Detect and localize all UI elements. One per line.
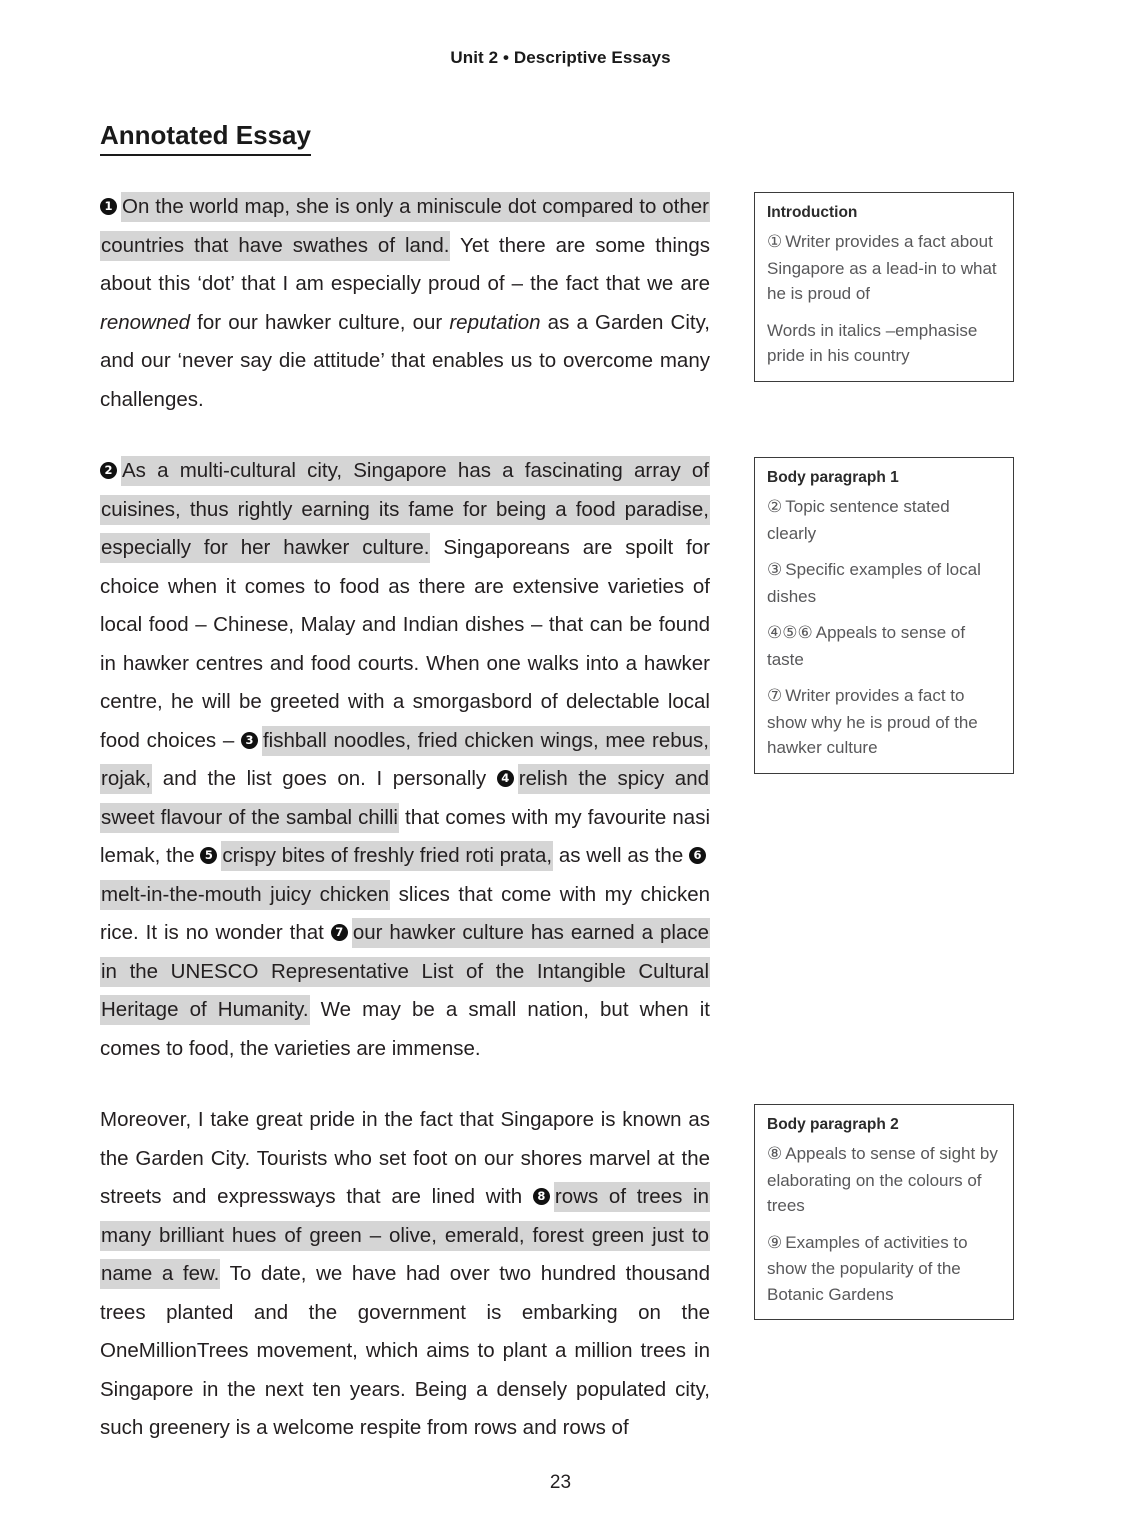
essay-text-2e: slices that come with my chicken rice. It is no wonder that bbox=[100, 882, 711, 944]
inline-marker-2: 2 bbox=[100, 462, 117, 479]
essay-text-2f: We may be a small nation, but when it comes to food, the varieties are immense. bbox=[100, 998, 710, 1060]
inline-marker-5: 5 bbox=[200, 847, 217, 864]
essay-text-2d: as well as the bbox=[553, 844, 690, 867]
circled-number-icon: ⑨ bbox=[767, 1232, 783, 1253]
inline-marker-8: 8 bbox=[533, 1188, 550, 1205]
annotation-note bbox=[767, 1141, 1001, 1219]
annotation-title: Body paragraph 1 bbox=[767, 469, 899, 486]
annotation-note bbox=[767, 557, 1001, 609]
essay-paragraph-3 bbox=[100, 1101, 710, 1448]
annotation-box-body-paragraph-1 bbox=[754, 457, 1014, 774]
annotation-note-text: Writer provides a fact about Singapore as a lead-in to what he is proud of bbox=[767, 232, 997, 304]
annotation-note bbox=[767, 1230, 1001, 1308]
essay-text-2c: that comes with my favourite nasi lemak, the bbox=[100, 805, 710, 867]
italic-reputation: reputation bbox=[449, 310, 541, 334]
essay-text-2a: Singaporeans are spoilt for choice when it comes to food as there are extensive varieties of local food – Chinese, Malay and Indian dishes – that can be found in hawker centres and food courts. When one walks into a hawker centre, he will be greeted with a smorgasbord of delectable local food choices – bbox=[100, 536, 710, 752]
inline-marker-3: 3 bbox=[241, 732, 258, 749]
circled-number-icon: ④⑤⑥ bbox=[767, 623, 813, 644]
inline-marker-7: 7 bbox=[331, 924, 348, 941]
page-title: Annotated Essay bbox=[100, 120, 311, 156]
annotation-note bbox=[767, 494, 1001, 546]
essay-body-column bbox=[100, 188, 710, 1448]
circled-number-icon: ⑧ bbox=[767, 1144, 783, 1165]
essay-paragraph-1 bbox=[100, 188, 710, 419]
highlight-span-5: crispy bites of freshly fried roti prata, bbox=[221, 841, 553, 871]
highlight-span-7: our hawker culture has earned a place in the UNESCO Representative List of the Intangible Cultural Heritage of Humanity. bbox=[100, 918, 710, 1025]
highlight-span-3: fishball noodles, fried chicken wings, mee rebus, rojak, bbox=[100, 726, 710, 795]
essay-text-3b: To date, we have had over two hundred thousand trees planted and the government is embarking on the OneMillionTrees movement, which aims to plant a million trees in Singapore in the next ten years. Being a densely populated city, such greenery is a welcome respite from rows and rows of bbox=[100, 1262, 710, 1439]
highlight-span-6: melt-in-the-mouth juicy chicken bbox=[100, 880, 390, 910]
highlight-span-1: On the world map, she is only a miniscule dot compared to other countries that have swathes of land. bbox=[100, 192, 710, 261]
inline-marker-6: 6 bbox=[689, 847, 706, 864]
annotation-note bbox=[767, 620, 1001, 672]
inline-marker-1: 1 bbox=[100, 198, 117, 215]
page-number: 23 bbox=[549, 1472, 572, 1493]
annotation-note-text: Words in italics –emphasise pride in his country bbox=[767, 320, 978, 366]
running-header: Unit 2 • Descriptive Essays bbox=[450, 48, 671, 67]
annotation-note bbox=[767, 318, 1001, 369]
annotation-note bbox=[767, 229, 1001, 307]
annotation-title: Body paragraph 2 bbox=[767, 1116, 899, 1133]
essay-text-1b: for our hawker culture, our bbox=[190, 310, 450, 334]
essay-text-2b: and the list goes on. I personally bbox=[152, 767, 497, 790]
circled-number-icon: ① bbox=[767, 232, 783, 253]
annotation-box-body-paragraph-2 bbox=[754, 1104, 1014, 1320]
essay-paragraph-2 bbox=[100, 452, 710, 1068]
annotation-note-text: Writer provides a fact to show why he is proud of the hawker culture bbox=[767, 686, 978, 758]
essay-text-1c: as a Garden City, and our ‘never say die attitude’ that enables us to overcome many challenges. bbox=[100, 310, 710, 411]
highlight-span-4: relish the spicy and sweet flavour of the sambal chilli bbox=[100, 764, 710, 833]
inline-marker-4: 4 bbox=[497, 770, 514, 787]
circled-number-icon: ② bbox=[767, 497, 783, 518]
annotation-box-introduction bbox=[754, 192, 1014, 382]
annotation-note-text: Specific examples of local dishes bbox=[767, 560, 981, 606]
annotation-note-text: Appeals to sense of sight by elaborating on the colours of trees bbox=[767, 1144, 998, 1216]
circled-number-icon: ⑦ bbox=[767, 686, 783, 707]
annotation-note-text: Appeals to sense of taste bbox=[767, 623, 966, 669]
essay-text-1a: Yet there are some things about this ‘dot’ that I am especially proud of – the fact that we are bbox=[100, 233, 710, 295]
annotation-title: Introduction bbox=[767, 204, 858, 221]
annotation-note-text: Topic sentence stated clearly bbox=[767, 497, 950, 543]
italic-renowned: renowned bbox=[100, 310, 191, 334]
annotation-note-text: Examples of activities to show the popularity of the Botanic Gardens bbox=[767, 1232, 968, 1304]
annotation-note bbox=[767, 683, 1001, 761]
circled-number-icon: ③ bbox=[767, 560, 783, 581]
highlight-span-8: rows of trees in many brilliant hues of green – olive, emerald, forest green just to name a few. bbox=[100, 1182, 710, 1289]
highlight-span-2: As a multi-cultural city, Singapore has a fascinating array of cuisines, thus rightly earning its fame for being a food paradise, especially for her hawker culture. bbox=[100, 456, 710, 563]
essay-text-3a: Moreover, I take great pride in the fact that Singapore is known as the Garden City. Tourists who set foot on our shores marvel at the streets and expressways that are lined with bbox=[100, 1108, 710, 1208]
